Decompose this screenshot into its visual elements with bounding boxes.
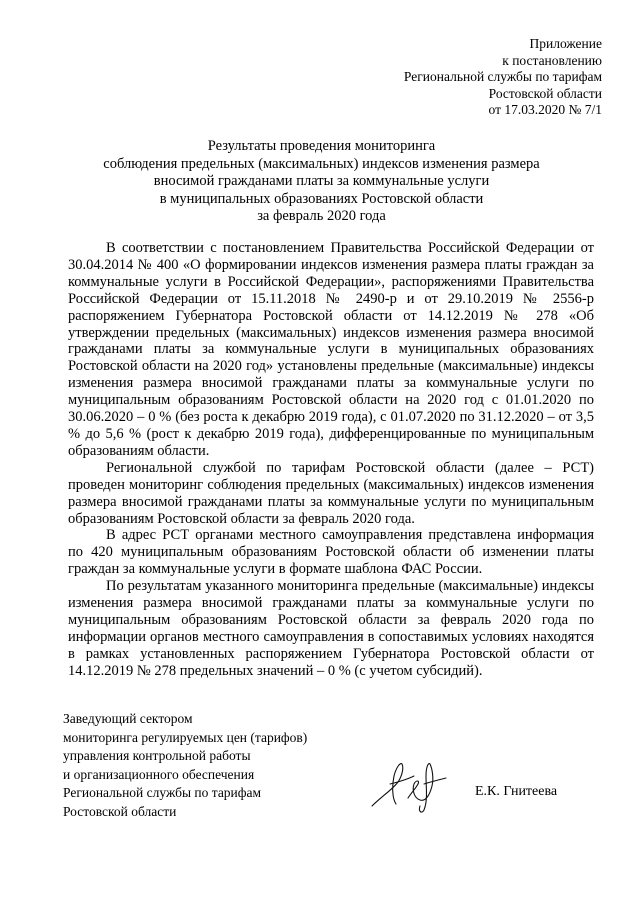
appendix-header <box>404 36 602 119</box>
body-paragraph: По результатам указанного мониторинга предельные (максимальные) индексы изменения размера вносимой гражданами платы за коммунальные услуги по муниципальным образованиям Ростовской области за февраль 2020 года по информации органов местного самоуправления в сопоставимых условиях находятся в рамках установленных распоряжением Губернатора Ростовской области от 14.12.2019 № 278 предельных значений – 0 % (с учетом субсидий). <box>68 578 594 679</box>
signatory-line: Ростовской области <box>63 803 177 819</box>
body-paragraph: Региональной службой по тарифам Ростовской области (далее – РСТ) проведен мониторинг соблюдения предельных (максимальных) индексов изменения размера вносимой гражданами платы за коммунальные услуги по муниципальным образованиям Ростовской области за февраль 2020 года. <box>68 459 594 527</box>
body-paragraph: В адрес РСТ органами местного самоуправления представлена информация по 420 муниципальным образованиям Ростовской области об изменении платы граждан за коммунальные услуги в формате шаблона ФАС России. <box>68 527 594 578</box>
title-line: в муниципальных образованиях Ростовской области <box>159 190 484 207</box>
appendix-line: от 17.03.2020 № 7/1 <box>488 102 602 117</box>
appendix-line: Региональной службы по тарифам <box>403 69 602 84</box>
document-body <box>68 240 594 680</box>
title-line: за февраль 2020 года <box>257 208 386 224</box>
appendix-line: Приложение <box>529 36 602 51</box>
signatory-line: и организационного обеспечения <box>63 766 255 782</box>
handwritten-signature <box>368 754 450 814</box>
title-line: соблюдения предельных (максимальных) индексов изменения размера <box>103 155 540 172</box>
signatory-line: мониторинга регулируемых цен (тарифов) <box>63 729 308 745</box>
signatory-position <box>63 710 307 821</box>
signatory-name: Е.К. Гнитеева <box>475 784 558 799</box>
appendix-line: Ростовской области <box>488 85 602 101</box>
title-line: Результаты проведения мониторинга <box>207 138 436 154</box>
document-title <box>60 138 583 226</box>
signatory-line: Региональной службы по тарифам <box>63 785 262 800</box>
body-paragraph: В соответствии с постановлением Правительства Российской Федерации от 30.04.2014 № 400 «О формировании индексов изменения размера платы граждан за коммунальные услуги в Российской Федерации», распоряжениями Правительства Российской Федерации от 15.11.2018 № 2490-р и от 29.10.2019 № 2556-р распоряжением Губернатора Ростовской области от 14.12.2019 № 278 «Об утверждении предельных (максимальных) индексов изменения размера вносимой гражданами платы за коммунальные услуги в муниципальных образованиях Ростовской области на 2020 год» установлены предельные (максимальные) индексы изменения размера вносимой гражданами платы за коммунальные услуги по муниципальным образованиям Ростовской области на 2020 год с 01.01.2020 по 30.06.2020 – 0 % (без роста к декабрю 2019 года), с 01.07.2020 по 31.12.2020 – от 3,5 % до 5,6 % (рост к декабрю 2019 года), дифференцированные по муниципальным образованиям области. <box>68 240 594 459</box>
appendix-line: к постановлению <box>502 52 602 68</box>
signatory-line: управления контрольной работы <box>63 748 251 763</box>
signatory-line: Заведующий сектором <box>63 711 193 726</box>
title-line: вносимой гражданами платы за коммунальные услуги <box>153 173 490 189</box>
